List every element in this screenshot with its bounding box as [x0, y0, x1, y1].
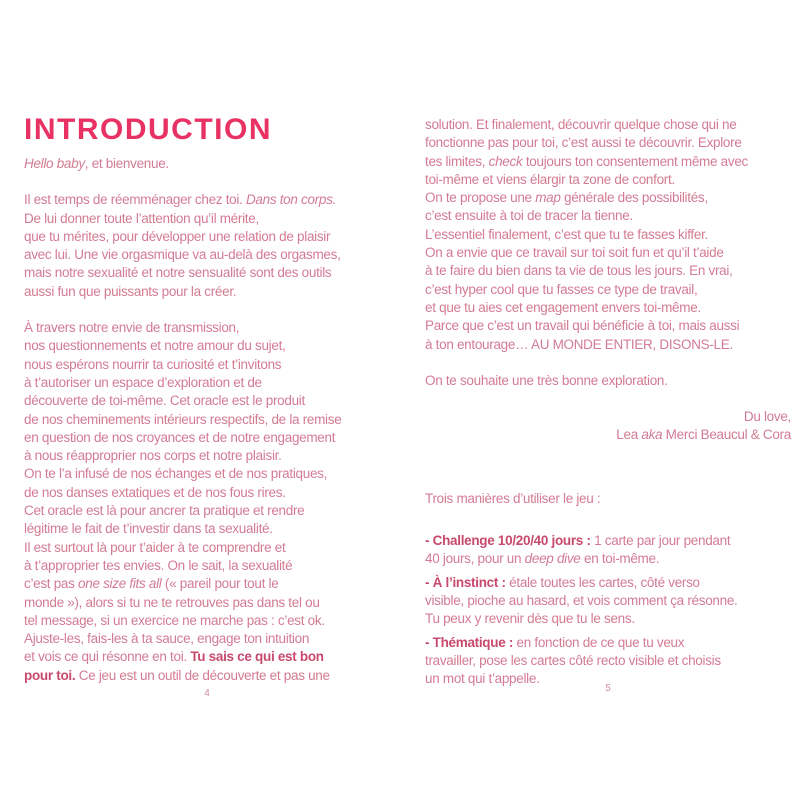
text-line: à t’autoriser un espace d’exploration et de: [24, 374, 262, 390]
text-line: visible, pioche au hasard, et vois comment ça résonne.: [425, 592, 738, 608]
paragraph: [24, 319, 390, 685]
text-line: de nos cheminements intérieurs respectifs, de la remise: [24, 411, 342, 427]
greeting-paragraph: [24, 155, 390, 173]
text-line: - Challenge 10/20/40 jours : 1 carte par jour pendant: [425, 533, 731, 549]
text-line: Cet oracle est là pour ancrer ta pratique et rendre: [24, 503, 305, 519]
text-line: à nous réapproprier nos corps et notre plaisir.: [24, 448, 282, 464]
text-line: monde »), alors si tu ne te retrouves pas dans tel ou: [24, 594, 320, 610]
text-line: aussi fun que puissants pour la créer.: [24, 283, 237, 299]
paragraph: [425, 116, 791, 354]
text-line: Parce que c’est un travail qui bénéficie à toi, mais aussi: [425, 318, 740, 334]
text-line: Il est surtout là pour t’aider à te comprendre et: [24, 539, 286, 555]
text-line: légitime le fait de t’investir dans ta sexualité.: [24, 521, 273, 537]
text-line: On te l’a infusé de nos échanges et de nos pratiques,: [24, 466, 328, 482]
text-line: c’est hyper cool que tu fasses ce type de travail,: [425, 281, 698, 297]
text-line: découverte de toi-même. Cet oracle est le produit: [24, 393, 305, 409]
text-line: nous espérons nourrir ta curiosité et t’invitons: [24, 356, 282, 372]
usage-intro: [425, 490, 791, 508]
right-page: [425, 116, 791, 688]
left-page: [24, 115, 390, 685]
page-title: INTRODUCTION: [24, 113, 272, 146]
page-number-right: 5: [605, 683, 611, 694]
text-line: Du love,: [743, 409, 791, 425]
text-line: à te faire du bien dans ta vie de tous les jours. En vrai,: [425, 263, 733, 279]
text-line: fonctionne pas pour toi, c’est aussi te découvrir. Explore: [425, 135, 742, 151]
text-line: Ajuste-les, fais-les à ta sauce, engage ton intuition: [24, 631, 310, 647]
text-line: de nos danses extatiques et de nos fous rires.: [24, 484, 286, 500]
page-number-left: 4: [204, 688, 210, 699]
text-line: On te propose une map générale des possibilités,: [425, 190, 708, 206]
text-line: Trois manières d’utiliser le jeu :: [425, 490, 601, 506]
text-line: À travers notre envie de transmission,: [24, 320, 240, 336]
text-line: tes limites, check toujours ton consentement même avec: [425, 153, 748, 169]
list-item-instinct: [425, 574, 791, 629]
list-item-thematique: [425, 634, 791, 689]
text-line: à ton entourage… AU MONDE ENTIER, DISONS-LE.: [425, 336, 733, 352]
text-line: - À l’instinct : étale toutes les cartes, côté verso: [425, 574, 700, 590]
text-line: en question de nos croyances et de notre engagement: [24, 429, 336, 445]
text-line: L’essentiel finalement, c’est que tu te fasses kiffer.: [425, 226, 708, 242]
text-line: Hello baby, et bienvenue.: [24, 156, 169, 171]
text-line: pour toi. Ce jeu est un outil de découverte et pas une: [24, 667, 330, 683]
text-line: nos questionnements et notre amour du sujet,: [24, 338, 286, 354]
right-page-body: [425, 116, 791, 688]
text-line: 40 jours, pour un deep dive en toi-même.: [425, 551, 660, 567]
text-line: Lea aka Merci Beaucul & Cora: [616, 427, 791, 443]
text-line: c’est pas one size fits all (« pareil pour tout le: [24, 576, 279, 592]
text-line: que tu mérites, pour développer une relation de plaisir: [24, 228, 331, 244]
signature: [425, 408, 791, 445]
text-line: Il est temps de réemménager chez toi. Dans ton corps.: [24, 192, 337, 208]
text-line: De lui donner toute l’attention qu’il mérite,: [24, 210, 259, 226]
text-line: solution. Et finalement, découvrir quelque chose qui ne: [425, 117, 737, 132]
text-line: - Thématique : en fonction de ce que tu veux: [425, 634, 685, 650]
text-line: Tu peux y revenir dès que tu le sens.: [425, 611, 635, 627]
text-line: à t’approprier tes envies. On le sait, la sexualité: [24, 557, 293, 573]
text-line: toi-même et viens élargir ta zone de confort.: [425, 171, 675, 187]
paragraph: [24, 191, 390, 301]
wish-paragraph: [425, 372, 791, 390]
text-line: avec lui. Une vie orgasmique va au-delà des orgasmes,: [24, 247, 341, 263]
text-line: travailler, pose les cartes côté recto visible et choisis: [425, 652, 721, 668]
text-line: On a envie que ce travail sur toi soit fun et qu’il t’aide: [425, 245, 724, 261]
text-line: tel message, si un exercice ne marche pas : c’est ok.: [24, 612, 325, 628]
list-item-challenge: [425, 532, 791, 569]
text-line: On te souhaite une très bonne exploration.: [425, 372, 668, 388]
text-line: et que tu aies cet engagement envers toi-même.: [425, 299, 701, 315]
text-line: c’est ensuite à toi de tracer la tienne.: [425, 208, 633, 224]
text-line: et vois ce qui résonne en toi. Tu sais ce qui est bon: [24, 649, 324, 665]
text-line: un mot qui t’appelle.: [425, 671, 540, 687]
left-page-body: [24, 155, 390, 685]
text-line: mais notre sexualité et notre sensualité sont des outils: [24, 265, 332, 281]
